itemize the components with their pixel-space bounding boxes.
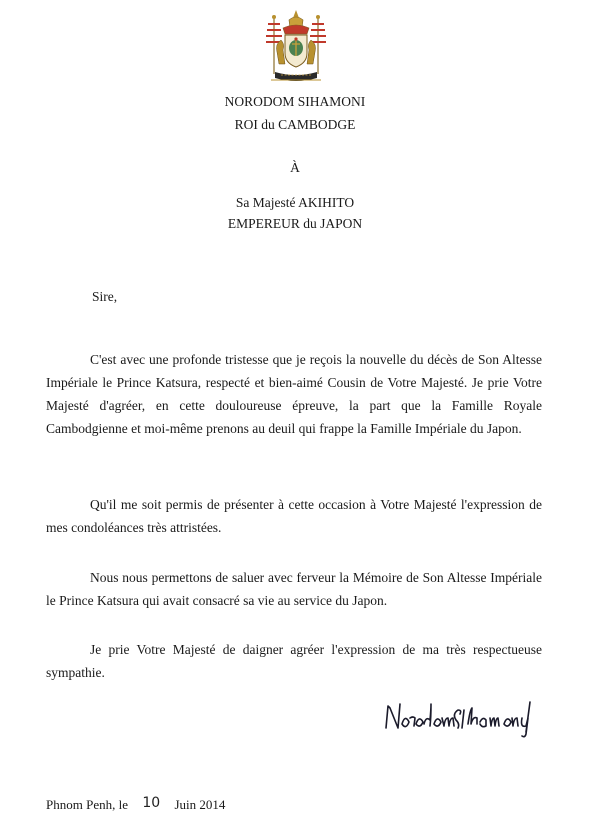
paragraph-memorial: Nous nous permettons de saluer avec ferveur la Mémoire de Son Altesse Impériale le Prince Katsura qui avait consacré sa vie au service du Japon. [46,570,542,608]
elephant-right-icon [307,40,316,64]
date-month-year: Juin 2014 [174,797,226,812]
handwritten-signature [380,694,542,738]
salutation: Sire, [92,289,118,304]
sender-name: NORODOM SIHAMONI [224,94,366,109]
sender-title: ROI du CAMBODGE [234,117,356,132]
lion-left-icon [277,40,286,64]
date-day-handwritten: 10 [142,795,161,811]
paragraph-condolence-expression: Qu'il me soit permis de présenter à cette occasion à Votre Majesté l'expression de mes condoléances très attristées. [46,497,542,535]
royal-crest-icon [263,8,329,86]
to-marker: À [290,160,300,175]
date-line [46,797,225,813]
recipient-name: Sa Majesté AKIHITO [235,195,355,210]
recipient-title: EMPEREUR du JAPON [227,216,363,231]
date-place: Phnom Penh, le [46,797,128,812]
paragraph-condolence-intro: C'est avec une profonde tristesse que je reçois la nouvelle du décès de Son Altesse Impériale le Prince Katsura, respecté et bien-aimé Cousin de Votre Majesté. Je prie Votre Majesté d'agréer, en cette douloureuse épreuve, la part que la Famille Royale Cambodgienne et moi-même prenons au deuil qui frappe la Famille Impériale du Japon. [46,352,542,436]
shield-icon [285,35,307,67]
crown-icon [283,10,309,34]
paragraph-closing: Je prie Votre Majesté de daigner agréer l'expression de ma très respectueuse sympathie. [46,642,542,680]
